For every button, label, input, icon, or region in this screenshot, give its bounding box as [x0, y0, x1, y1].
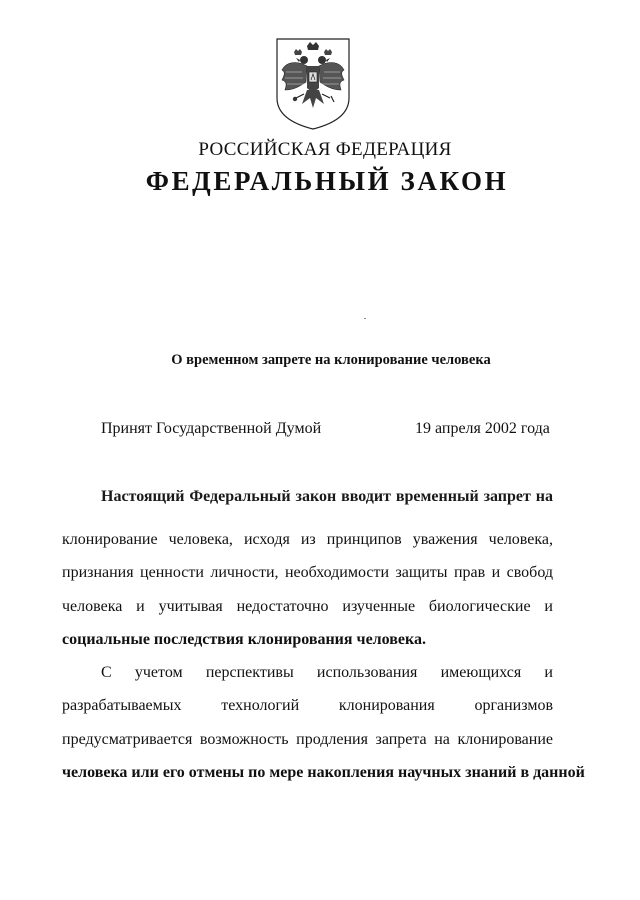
law-title: О временном запрете на клонирование человека — [171, 352, 491, 368]
adopted-date-text: 19 апреля 2002 года — [415, 420, 550, 437]
paragraph-2-line: С учетом перспективы использования имеющихся и — [101, 664, 553, 681]
adopted-by-text: Принят Государственной Думой — [101, 420, 322, 437]
scan-artifact — [364, 318, 366, 319]
paragraph-1-line: человека и учитывая недостаточно изученные биологические и — [62, 598, 553, 615]
paragraph-1-line: социальные последствия клонирования человека. — [62, 631, 426, 648]
paragraph-2-line: разрабатываемых технологий клонирования организмов — [62, 697, 553, 714]
document-type-heading: ФЕДЕРАЛЬНЫЙ ЗАКОН — [145, 166, 509, 196]
paragraph-2-line: человека или его отмены по мере накопления научных знаний в данной — [62, 764, 585, 781]
russian-coat-of-arms-icon — [274, 36, 352, 132]
paragraph-1-line: Настоящий Федеральный закон вводит временный запрет на — [101, 488, 553, 505]
paragraph-2-line: предусматривается возможность продления запрета на клонирование — [62, 731, 553, 748]
country-heading: РОССИЙСКАЯ ФЕДЕРАЦИЯ — [198, 139, 452, 160]
paragraph-1-line: признания ценности личности, необходимости защиты прав и свобод — [62, 564, 553, 581]
paragraph-1-line: клонирование человека, исходя из принципов уважения человека, — [62, 531, 553, 548]
